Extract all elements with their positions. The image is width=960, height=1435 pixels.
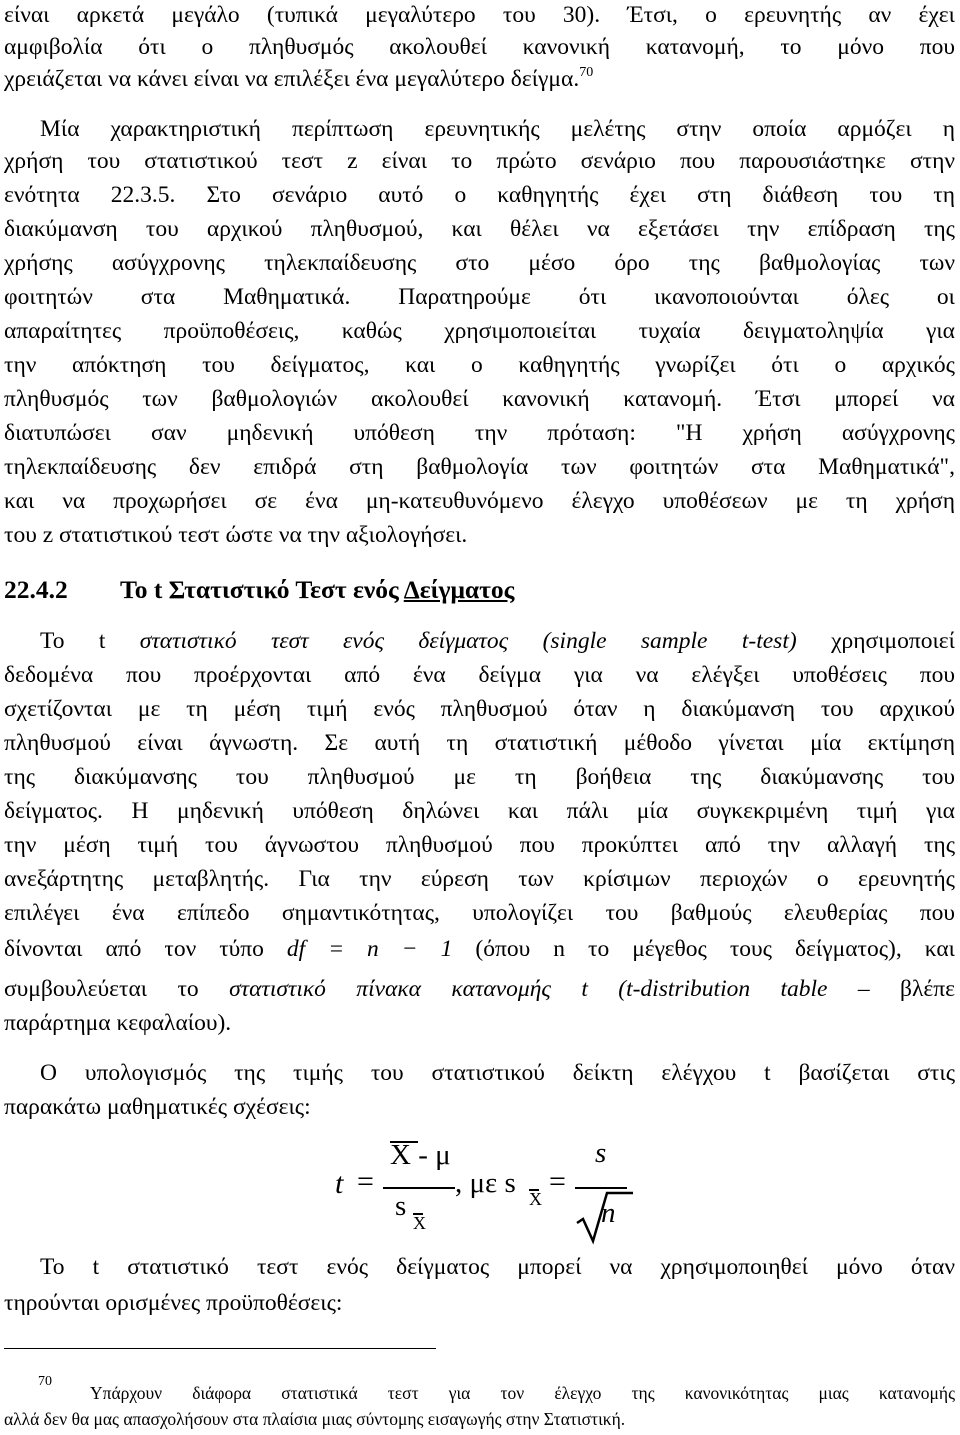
text-line: δεδομένα που προέρχονται από ένα δείγμα για να ελέγξει υποθέσεις που	[4, 662, 955, 688]
text-line: τηλεκπαίδευσης δεν επιδρά στη βαθμολογία των φοιτητών στα Μαθηματικά",	[4, 454, 955, 480]
text-line: τηρούνται ορισμένες προϋποθέσεις:	[4, 1290, 343, 1316]
text-line: του z στατιστικού τεστ ώστε να την αξιολογήσει.	[4, 522, 468, 548]
text-line	[4, 64, 955, 94]
text-span: (όπου n το μέγεθος τους δείγματος), και	[475, 936, 955, 962]
text-line: Το t στατιστικό τεστ ενός δείγματος μπορεί να χρησιμοποιηθεί μόνο όταν	[40, 1254, 955, 1280]
df-formula: df = n − 1	[286, 936, 453, 962]
text-line: παρακάτω μαθηματικές σχέσεις:	[4, 1094, 311, 1120]
text-line: επιλέγει ένα επίπεδο σημαντικότητας, υπολογίζει του βαθμούς ελευθερίας που	[4, 900, 955, 926]
term-italic: στατιστικό τεστ ενός δείγματος (single sample t-test)	[139, 628, 797, 654]
text-line: Μία χαρακτηριστική περίπτωση ερευνητικής μελέτης στην οποία αρμόζει η	[40, 116, 955, 142]
text-span: χρησιμοποιεί	[796, 628, 955, 654]
text-line: ενότητα 22.3.5. Στο σενάριο αυτό ο καθηγητής έχει στη διάθεση του τη	[4, 182, 955, 208]
text-line: ανεξάρτητης μεταβλητής. Για την εύρεση των κρίσιμων περιοχών ο ερευνητής	[4, 866, 955, 892]
formula-rhs-denominator: n	[601, 1197, 616, 1229]
t-statistic-formula	[335, 1135, 655, 1245]
text-line: την μέση τιμή του άγνωστου πληθυσμού που προκύπτει από την αλλαγή της	[4, 832, 955, 858]
text-line: φοιτητών στα Μαθηματικά. Παρατηρούμε ότι ικανοποιούνται όλες οι	[4, 284, 955, 310]
term-italic: στατιστικό πίνακα κατανομής t (t-distribution table	[229, 976, 828, 1002]
formula-equals: =	[549, 1165, 566, 1198]
section-title-underlined: Δείγματος	[403, 575, 515, 604]
formula-t: t	[335, 1167, 344, 1200]
text-line	[40, 626, 955, 656]
text-line: χρήση του στατιστικού τεστ z είναι το πρώτο σενάριο που παρουσιάστηκε στην	[4, 148, 955, 174]
text-line: πληθυσμός των βαθμολογιών ακολουθεί κανονική κατανομή. Έτσι μπορεί να	[4, 386, 955, 412]
text-line: είναι αρκετά μεγάλο (τυπικά μεγαλύτερο του 30). Έτσι, ο ερευνητής αν έχει	[4, 2, 955, 28]
text-line: χρήσης ασύγχρονης τηλεκπαίδευσης στο μέσο όρο της βαθμολογίας των	[4, 250, 955, 276]
text-line: Ο υπολογισμός της τιμής του στατιστικού δείκτη ελέγχου t βασίζεται στις	[40, 1060, 955, 1086]
formula-denominator: s	[395, 1190, 407, 1222]
formula-connector: , με s	[455, 1167, 516, 1199]
text-span: – βλέπε	[827, 976, 955, 1002]
text-line: σχετίζονται με τη μέση τιμή ενός πληθυσμού όταν η διακύμανση του αρχικού	[4, 696, 955, 722]
text-span: δίνονται από τον τύπο	[4, 936, 264, 962]
section-heading	[4, 572, 514, 608]
text-line: δείγματος. Η μηδενική υπόθεση δηλώνει και πάλι μία συγκεκριμένη τιμή για	[4, 798, 955, 824]
text-span: χρειάζεται να κάνει είναι να επιλέξει ένα μεγαλύτερο δείγμα.	[4, 66, 580, 92]
footnote-text: Υπάρχουν διάφορα στατιστικά τεστ για τον έλεγχο της κανονικότητας μιας κατανομής	[90, 1383, 955, 1403]
formula-numerator: X - μ	[390, 1139, 451, 1171]
footnote-number: 70	[38, 1374, 52, 1389]
formula-rhs-numerator: s	[595, 1137, 607, 1169]
text-span: συμβουλεύεται το	[4, 976, 230, 1002]
text-line: αμφιβολία ότι ο πληθυσμός ακολουθεί κανονική κατανομή, το μόνο που	[4, 34, 955, 60]
footnote-separator	[4, 1348, 436, 1349]
text-line: απαραίτητες προϋποθέσεις, καθώς χρησιμοποιείται τυχαία δειγματοληψία για	[4, 318, 955, 344]
text-line: την απόκτηση του δείγματος, και ο καθηγητής γνωρίζει ότι ο αρχικός	[4, 352, 955, 378]
footnote-reference[interactable]: 70	[579, 65, 594, 80]
text-line: παράρτημα κεφαλαίου).	[4, 1010, 232, 1036]
text-line: διακύμανση του αρχικού πληθυσμού, και θέλει να εξετάσει την επίδραση της	[4, 216, 955, 242]
text-line: και να προχωρήσει σε ένα μη-κατευθυνόμενο έλεγχο υποθέσεων με τη χρήση	[4, 488, 955, 514]
fraction-bar	[383, 1187, 455, 1189]
formula-subscript: X	[529, 1189, 542, 1209]
text-line	[4, 934, 955, 964]
text-line: διατυπώσει σαν μηδενική υπόθεση την πρόταση: "Η χρήση ασύγχρονης	[4, 420, 955, 446]
text-span: Το t	[40, 628, 140, 654]
section-number: 22.4.2	[4, 575, 68, 604]
footnote-text: αλλά δεν θα μας απασχολήσουν στα πλαίσια μιας σύντομης εισαγωγής στην Στατιστική.	[4, 1409, 626, 1429]
formula-subscript: X	[413, 1213, 426, 1233]
formula-equals: =	[357, 1165, 374, 1198]
section-title: Το t Στατιστικό Τεστ ενός	[120, 575, 404, 604]
text-line: πληθυσμού είναι άγνωστη. Σε αυτή τη στατιστική μέθοδο γίνεται μία εκτίμηση	[4, 730, 955, 756]
text-line: της διακύμανσης του πληθυσμού με τη βοήθεια της διακύμανσης του	[4, 764, 955, 790]
text-line	[4, 974, 955, 1004]
